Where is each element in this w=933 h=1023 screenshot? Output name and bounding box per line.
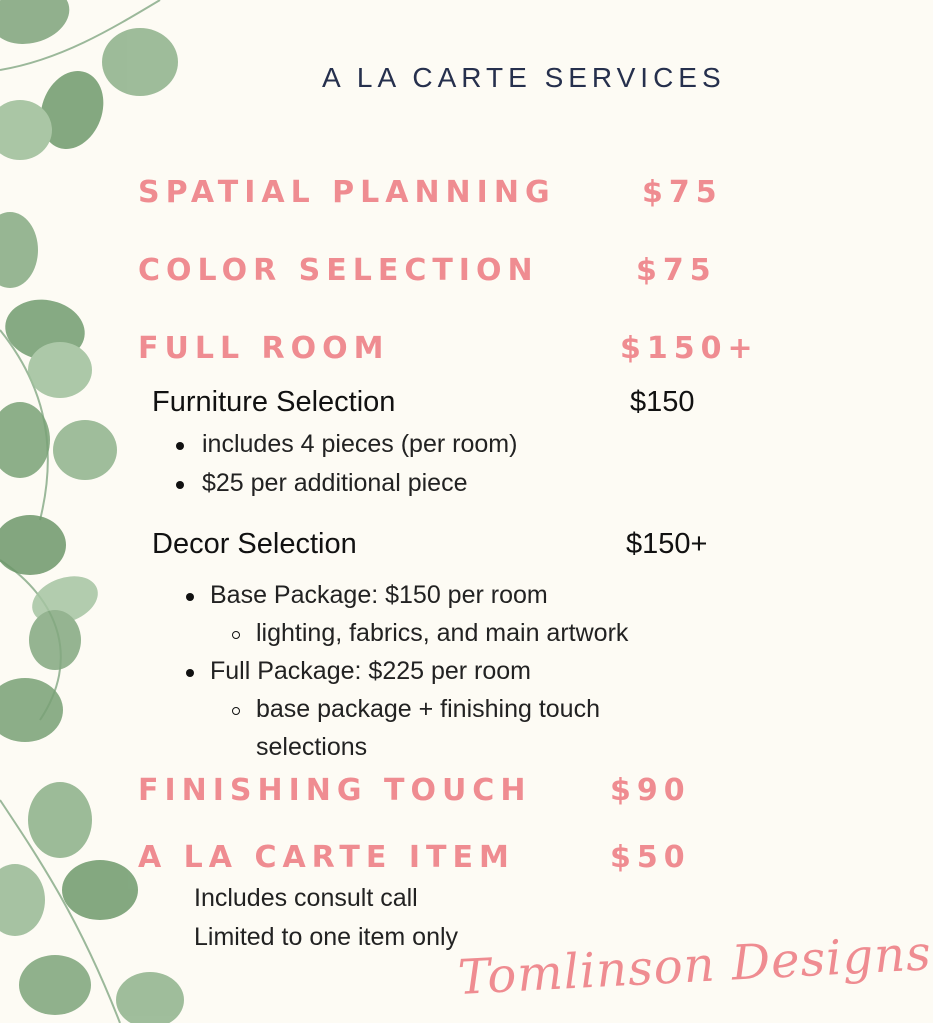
full-package-label: Full Package: $225 per room <box>210 657 532 685</box>
full-package-detail-continued: selections <box>256 733 368 761</box>
bullet-icon <box>176 442 184 450</box>
item-note-consult: Includes consult call <box>194 884 418 912</box>
sub-bullet-icon <box>232 707 240 715</box>
base-package-label: Base Package: $150 per room <box>210 581 548 609</box>
service-name-full-room: FULL ROOM <box>138 331 390 366</box>
signature-logo: Tomlinson Designs <box>456 925 933 1006</box>
decor-selection-name: Decor Selection <box>152 528 357 560</box>
service-name-a-la-carte-item: A LA CARTE ITEM <box>138 840 515 875</box>
item-note-limit: Limited to one item only <box>194 923 459 951</box>
service-price-spatial-planning: $75 <box>642 175 723 210</box>
service-name-color-selection: COLOR SELECTION <box>138 253 539 288</box>
full-package-detail: base package + finishing touch <box>256 695 600 723</box>
service-price-finishing-touch: $90 <box>610 773 691 808</box>
service-price-color-selection: $75 <box>636 253 717 288</box>
bullet-icon <box>176 481 184 489</box>
service-price-full-room: $150+ <box>620 331 759 366</box>
furniture-bullet: $25 per additional piece <box>202 469 468 497</box>
decor-selection-price: $150+ <box>626 528 708 560</box>
sub-bullet-icon <box>232 631 240 639</box>
service-name-spatial-planning: SPATIAL PLANNING <box>138 175 556 210</box>
furniture-selection-price: $150 <box>630 386 695 418</box>
service-name-finishing-touch: FINISHING TOUCH <box>138 773 532 808</box>
bullet-icon <box>186 669 194 677</box>
furniture-selection-name: Furniture Selection <box>152 386 396 418</box>
bullet-icon <box>186 593 194 601</box>
base-package-detail: lighting, fabrics, and main artwork <box>256 619 629 647</box>
page-title: A LA CARTE SERVICES <box>322 62 726 93</box>
furniture-bullet: includes 4 pieces (per room) <box>202 430 518 458</box>
service-price-a-la-carte-item: $50 <box>610 840 691 875</box>
